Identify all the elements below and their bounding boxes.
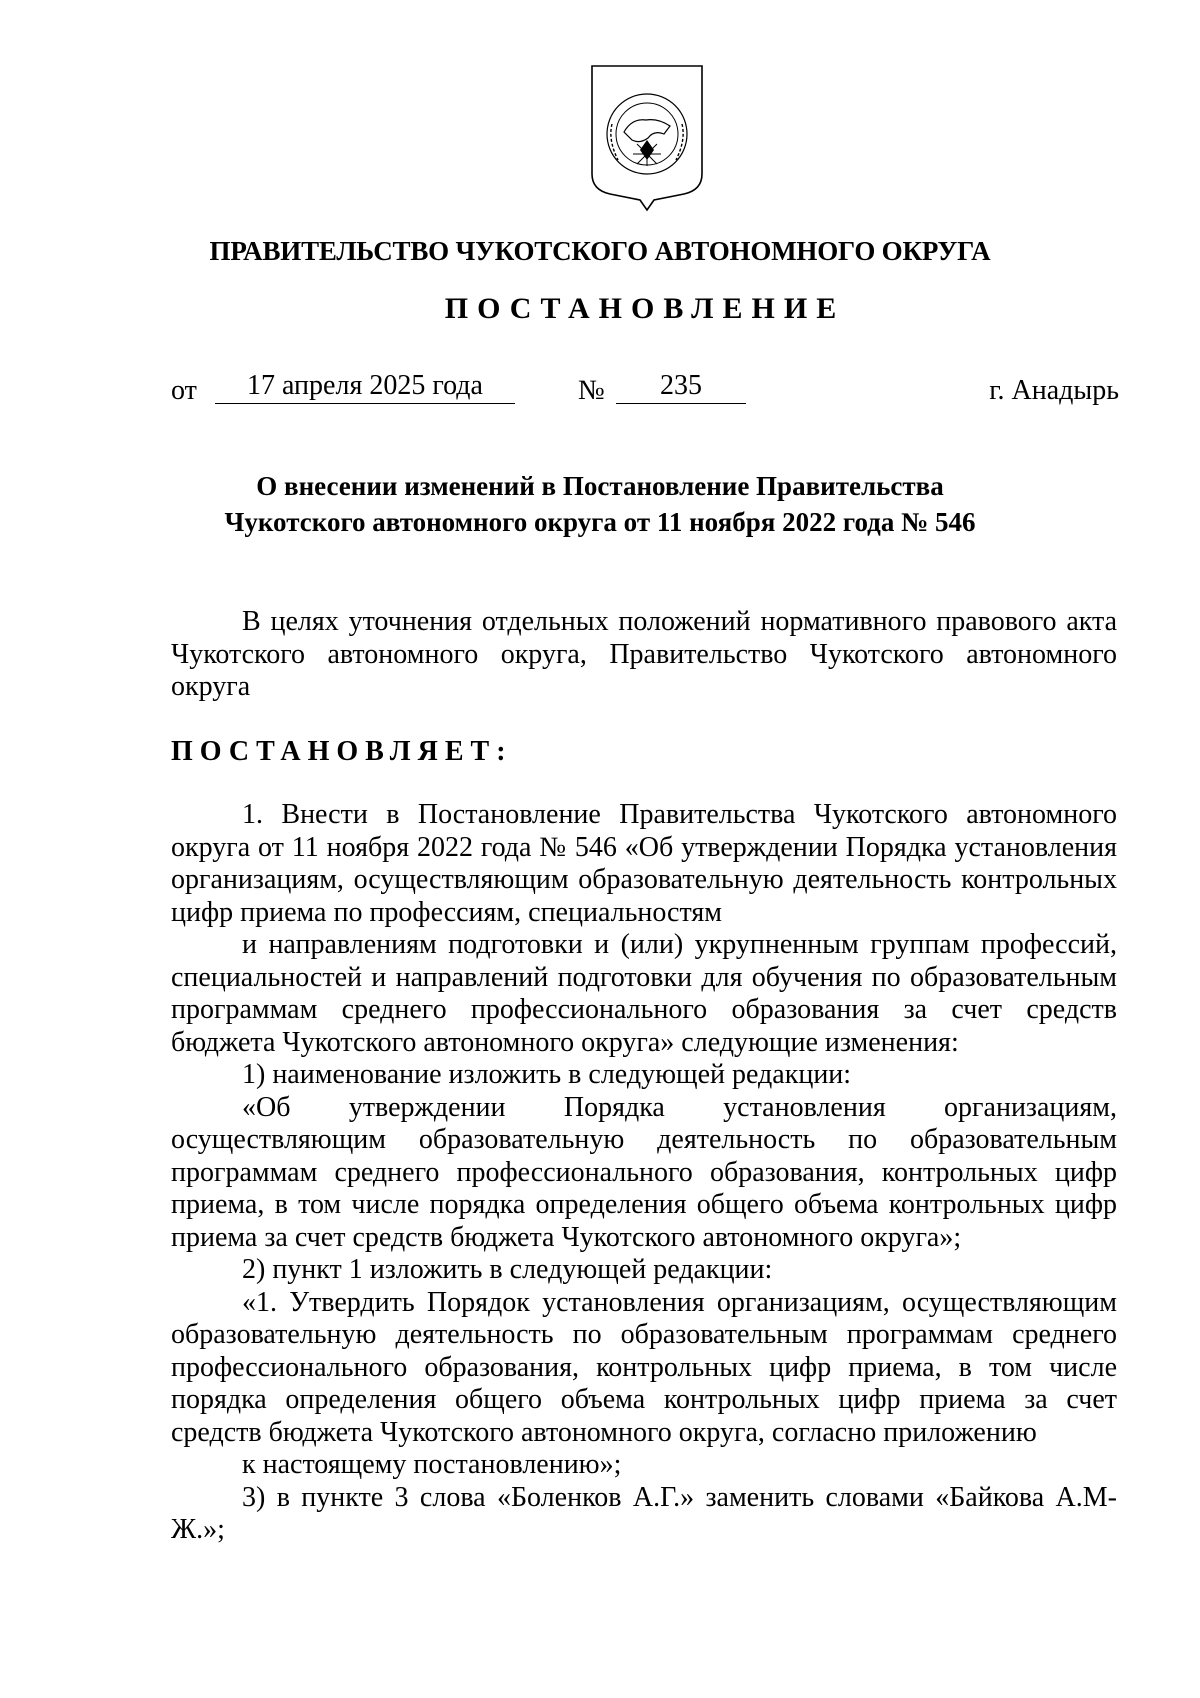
resolves-heading: ПОСТАНОВЛЯЕТ: <box>171 736 513 767</box>
intro-paragraph: В целях уточнения отдельных положений нормативного правового акта Чукотского автономного округа, Правительство Чукотского автономного округа <box>171 606 1117 702</box>
paragraph: 1) наименование изложить в следующей редакции: <box>242 1059 852 1090</box>
paragraph: и направлениям подготовки и (или) укрупненным группам профессий, специальностей и направлений подготовки для обучения по образовательным программам среднего профессионального образования за счет средств бюджета Чукотского автономного округа» следующие изменения: <box>171 929 1117 1058</box>
subject-line: Чукотского автономного округа от 11 ноября 2022 года № 546 <box>224 507 976 537</box>
document-subject <box>0 468 1200 540</box>
city: г. Анадырь <box>989 375 1119 406</box>
paragraph: 3) в пункте 3 слова «Боленков А.Г.» заменить словами «Байкова А.М-Ж.»; <box>171 1481 1117 1545</box>
resolution-body <box>171 799 1117 1547</box>
subject-line: О внесении изменений в Постановление Правительства <box>256 471 944 501</box>
coat-of-arms-icon <box>588 62 706 214</box>
paragraph: 1. Внести в Постановление Правительства Чукотского автономного округа от 11 ноября 2022 года № 546 «Об утверждении Порядка установления организациям, осуществляющим образовательную деятельность контрольных цифр приема по профессиям, специальностям <box>171 799 1117 928</box>
date-prefix: от <box>171 375 197 406</box>
paragraph: «Об утверждении Порядка установления организациям, осуществляющим образовательную деятельность по образовательным программам среднего профессионального образования, контрольных цифр приема, в том числе порядка определения общего объема контрольных цифр приема за счет средств бюджета Чукотского автономного округа»; <box>171 1091 1117 1253</box>
organization-name: ПРАВИТЕЛЬСТВО ЧУКОТСКОГО АВТОНОМНОГО ОКРУГА <box>209 236 991 266</box>
document-date: 17 апреля 2025 года <box>215 369 515 404</box>
intro-section <box>171 606 1117 704</box>
document-type: ПОСТАНОВЛЕНИЕ <box>444 292 846 325</box>
paragraph: «1. Утвердить Порядок установления организациям, осуществляющим образовательную деятельность по образовательным программам среднего профессионального образования, контрольных цифр приема, в том числе порядка определения общего объема контрольных цифр приема за счет средств бюджета Чукотского автономного округа, согласно приложению <box>171 1286 1117 1448</box>
paragraph: 2) пункт 1 изложить в следующей редакции: <box>242 1254 773 1285</box>
number-sign: № <box>578 375 605 406</box>
document-number: 235 <box>616 369 746 404</box>
paragraph: к настоящему постановлению»; <box>242 1449 622 1480</box>
